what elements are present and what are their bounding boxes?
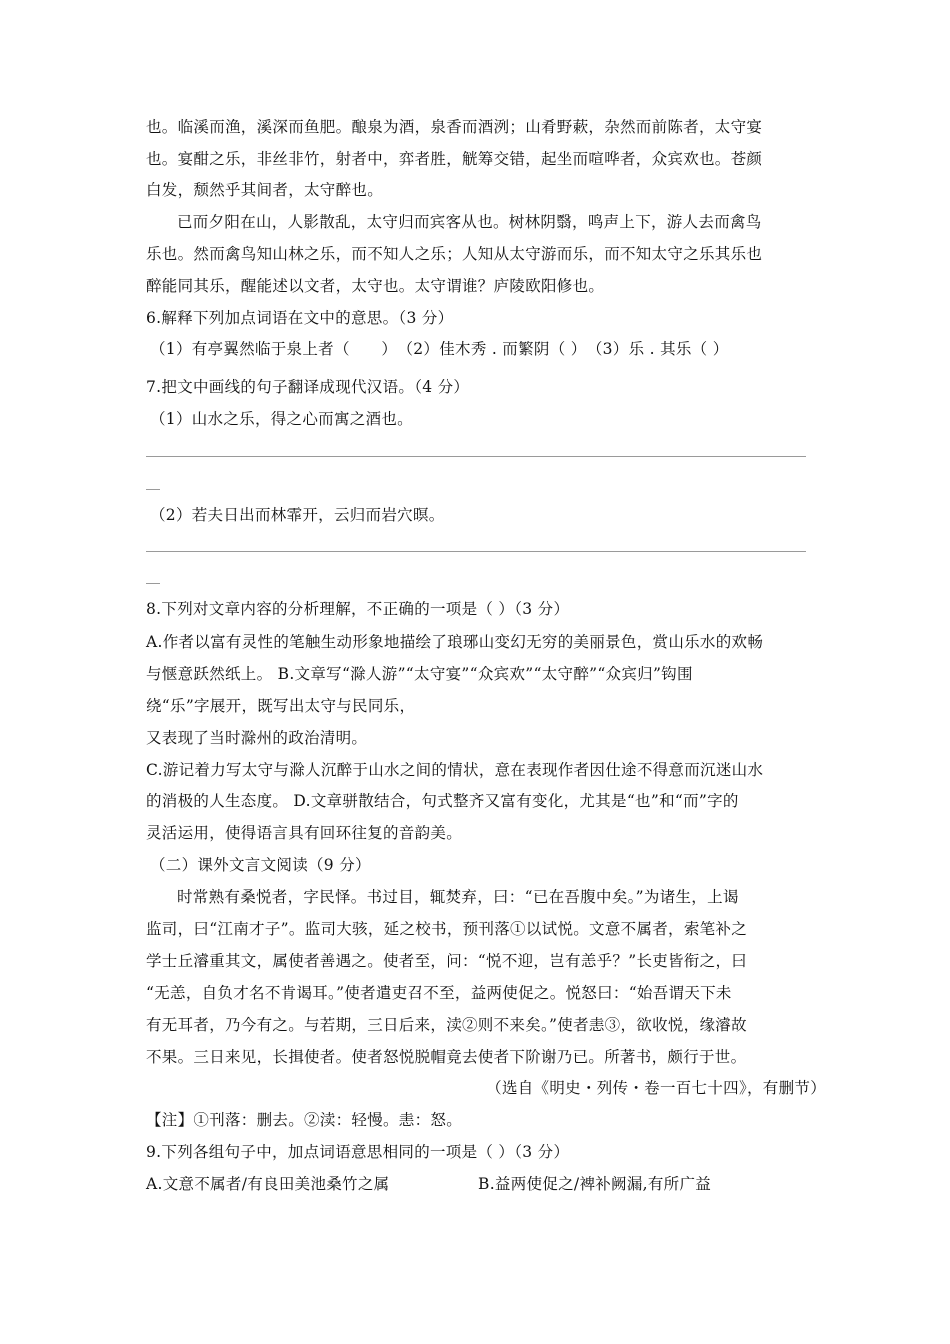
reading-line: 有无耳者，乃今有之。与若期，三日后来，渎②则不来矣。”使者恚③，欲收悦，缘濬故: [146, 1016, 747, 1034]
source-citation: （选自《明史・列传・卷一百七十四》，有删节）: [486, 1079, 826, 1097]
reading-line: 时常熟有桑悦者，字民怿。书过目，辄焚弃，曰：“已在吾腹中矣。”为诸生，上谒: [177, 888, 739, 906]
q8-option-line: 灵活运用，使得语言具有回环往复的音韵美。: [146, 824, 463, 842]
passage-line: 也。宴酣之乐，非丝非竹，射者中，弈者胜，觥筹交错，起坐而喧哗者，众宾欢也。苍颜: [146, 150, 763, 168]
q9-option-b: B.益两使促之/裨补阙漏,有所广益: [478, 1175, 712, 1193]
q8-option-line: 绕“乐”字展开，既写出太守与民同乐，: [146, 697, 416, 715]
q6-items: （1）有亭翼然临于泉上者（ ） （2）佳木秀 . 而繁阴（ ） （3）乐 . 其乐（ ）: [150, 340, 729, 358]
q9-option-a: A.文意不属者/有良田美池桑竹之属: [146, 1175, 390, 1193]
answer-line-stub: [146, 489, 160, 490]
reading-line: 不果。三日来见，长揖使者。使者怒悦脱帽竟去使者下阶谢乃已。所著书，颇行于世。: [146, 1048, 747, 1066]
q7-stem: 7.把文中画线的句子翻译成现代汉语。（4 分）: [146, 378, 470, 396]
q8-option-line: A.作者以富有灵性的笔触生动形象地描绘了琅琊山变幻无穷的美丽景色，赏山乐水的欢畅: [146, 633, 764, 651]
passage-line: 乐也。然而禽鸟知山林之乐，而不知人之乐；人知从太守游而乐，而不知太守之乐其乐也: [146, 245, 763, 263]
q8-option-line: 的消极的人生态度。 D.文章骈散结合，句式整齐又富有变化，尤其是“也”和“而”字的: [146, 792, 739, 810]
footnote: 【注】①刊落：删去。②渎：轻慢。恚：怒。: [146, 1111, 463, 1129]
q9-stem: 9.下列各组句子中，加点词语意思相同的一项是（ ）（3 分）: [146, 1143, 570, 1161]
reading-line: 学士丘濬重其文，属使者善遇之。使者至，问：“悦不迎，岂有恙乎？”长吏皆衔之，曰: [146, 952, 748, 970]
answer-line[interactable]: [146, 551, 806, 552]
q6-stem: 6.解释下列加点词语在文中的意思。（3 分）: [146, 309, 454, 327]
q7-sentence-1: （1）山水之乐，得之心而寓之酒也。: [150, 410, 413, 428]
passage-line: 也。临溪而渔，溪深而鱼肥。酿泉为酒，泉香而酒洌；山肴野蔌，杂然而前陈者，太守宴: [146, 118, 763, 136]
passage-line: 白发，颓然乎其间者，太守醉也。: [146, 181, 384, 199]
reading-line: “无恙，自负才名不肯谒耳。”使者遣吏召不至，益两使促之。悦怒曰：“始吾谓天下未: [146, 984, 732, 1002]
answer-line[interactable]: [146, 456, 806, 457]
reading-line: 监司，曰“江南才子”。监司大骇，延之校书，预刊落①以试悦。文意不属者，索笔补之: [146, 920, 748, 938]
q8-option-line: 又表现了当时滁州的政治清明。: [146, 729, 368, 747]
q8-option-line: C.游记着力写太守与滁人沉醉于山水之间的情状，意在表现作者因仕途不得意而沉迷山水: [146, 761, 764, 779]
passage-line: 醉能同其乐，醒能述以文者，太守也。太守谓谁？庐陵欧阳修也。: [146, 277, 605, 295]
section-title: （二）课外文言文阅读（9 分）: [150, 856, 371, 874]
q7-sentence-2: （2）若夫日出而林霏开，云归而岩穴暝。: [150, 506, 445, 524]
answer-line-stub: [146, 583, 160, 584]
q8-option-line: 与惬意跃然纸上。 B.文章写“滁人游”“太守宴”“众宾欢”“太守醉”“众宾归”钩围: [146, 665, 693, 683]
passage-line: 已而夕阳在山，人影散乱，太守归而宾客从也。树林阴翳，鸣声上下，游人去而禽鸟: [177, 213, 762, 231]
q8-stem: 8.下列对文章内容的分析理解，不正确的一项是（ ）（3 分）: [146, 600, 570, 618]
